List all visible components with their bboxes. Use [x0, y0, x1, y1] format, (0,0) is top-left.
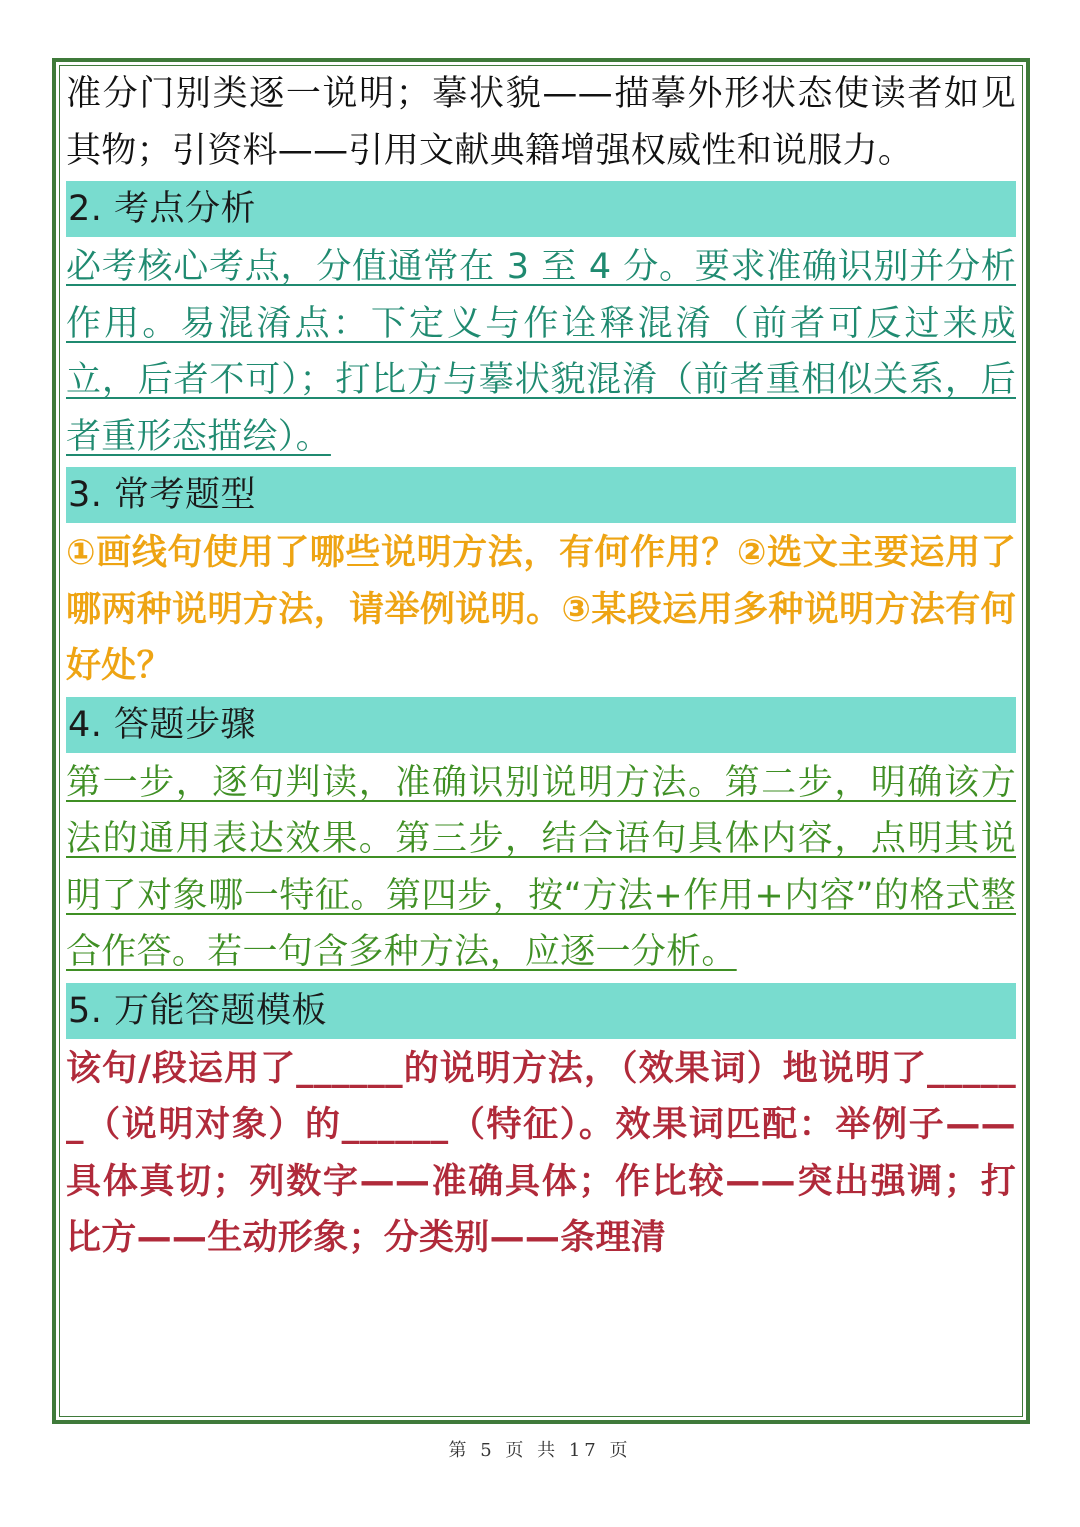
- section-heading-template: 5. 万能答题模板: [66, 983, 1016, 1039]
- section-heading-steps: 4. 答题步骤: [66, 697, 1016, 753]
- section-text-analysis: 必考核心考点，分值通常在 3 至 4 分。要求准确识别并分析作用。易混淆点：下定义与作诠释混淆（前者可反过来成立，后者不可）；打比方与摹状貌混淆（前者重相似关系，后者重形态描绘）。: [66, 247, 1016, 457]
- intro-paragraph: 准分门别类逐一说明；摹状貌——描摹外形状态使读者如见其物；引资料——引用文献典籍增强权威性和说服力。: [66, 74, 1016, 171]
- document-body: [66, 66, 1016, 1267]
- section-text-question-types: ①画线句使用了哪些说明方法，有何作用？②选文主要运用了哪两种说明方法，请举例说明。③某段运用多种说明方法有何好处？: [66, 533, 1016, 686]
- section-text-template: 该句/段运用了______的说明方法，（效果词）地说明了______（说明对象）的______（特征）。效果词匹配：举例子——具体真切；列数字——准确具体；作比较——突出强调；打比方——生动形象；分类别——条理清: [66, 1048, 1016, 1258]
- section-text-steps: 第一步，逐句判读，准确识别说明方法。第二步，明确该方法的通用表达效果。第三步，结合语句具体内容，点明其说明了对象哪一特征。第四步，按“方法+作用+内容”的格式整合作答。若一句含多种方法，应逐一分析。: [66, 762, 1016, 972]
- section-heading-analysis: 2. 考点分析: [66, 181, 1016, 237]
- page-footer: 第 5 页 共 17 页: [448, 1440, 632, 1461]
- section-heading-question-types: 3. 常考题型: [66, 467, 1016, 523]
